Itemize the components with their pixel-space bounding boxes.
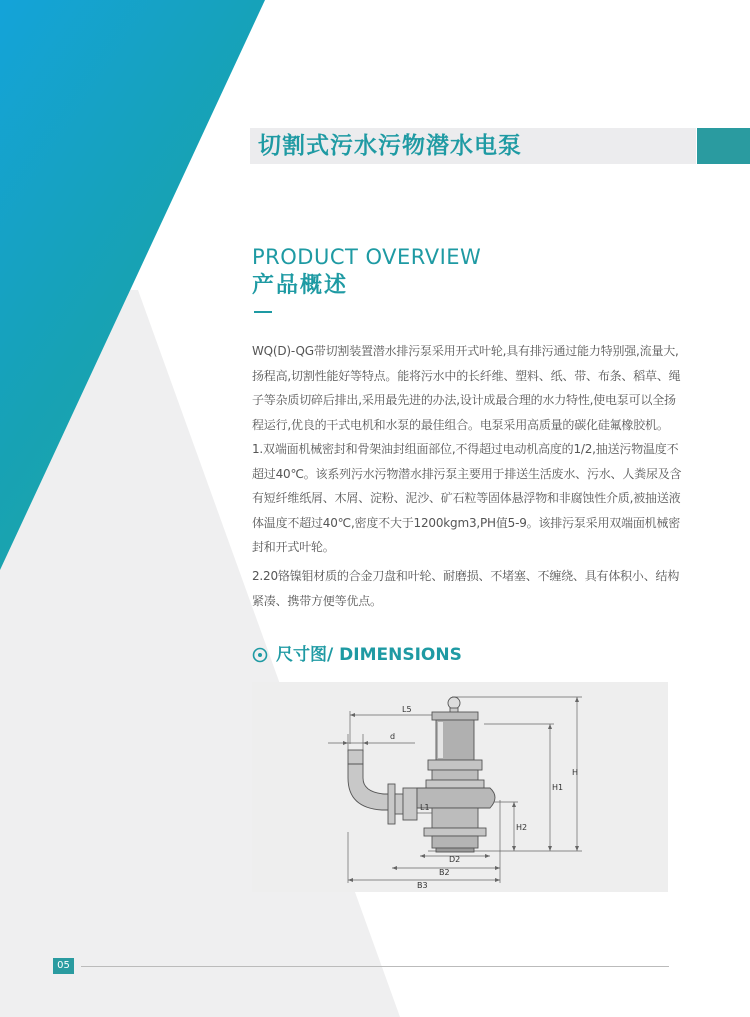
dim-label-l5: L5 (402, 705, 412, 714)
heading-underline (254, 311, 272, 313)
overview-paragraph-2: 1.双端面机械密封和骨架油封组面部位,不得超过电动机高度的1/2,抽送污物温度不超过40℃。该系列污水污物潜水排污泵主要用于排送生活废水、污水、人粪尿及含有短纤维纸屑、木屑、淀粉、泥沙、矿石粒等固体悬浮物和非腐蚀性介质,被抽送液体温度不超过40℃,密度不大于1200kgm3,PH值5-9。该排污泵采用双端面机械密封和开式叶轮。 (252, 442, 682, 554)
dim-label-l1: L1 (420, 803, 430, 812)
page-title: 切割式污水污物潜水电泵 (258, 133, 522, 159)
overview-heading-cn: 产品概述 (252, 273, 349, 298)
dimensions-title: 尺寸图/ DIMENSIONS (276, 645, 462, 665)
page-number: 05 (53, 958, 74, 974)
target-icon (252, 647, 268, 663)
dim-label-h1: H1 (552, 783, 564, 792)
dim-label-d: d (390, 732, 396, 741)
title-accent-tab (697, 128, 750, 164)
dimensions-diagram (252, 682, 668, 892)
dim-label-h2: H2 (516, 823, 528, 832)
dimensions-heading (252, 642, 462, 668)
pump-drawing (252, 682, 668, 892)
dim-label-d2: D2 (449, 855, 461, 864)
dim-label-b2: B2 (439, 868, 450, 877)
overview-paragraph-1: WQ(D)-QG带切割装置潜水排污泵采用开式叶轮,具有排污通过能力特别强,流量大,扬程高,切割性能好等特点。能将污水中的长纤维、塑料、纸、带、布条、稻草、绳子等杂质切碎后排出,采用最先进的办法,设计成最合理的水力特性,使电泵可以全扬程运行,优良的干式电机和水泵的最佳组合。电泵采用高质量的碳化硅氟橡胶机。 (252, 344, 681, 432)
footer-divider (81, 966, 669, 967)
overview-paragraph-3: 2.20铬镍钼材质的合金刀盘和叶轮、耐磨损、不堵塞、不缠绕、具有体积小、结构紧凑、携带方便等优点。 (252, 569, 680, 608)
dim-label-h: H (572, 768, 579, 777)
overview-heading-en: PRODUCT OVERVIEW (252, 245, 482, 269)
dim-label-b3: B3 (417, 881, 428, 890)
